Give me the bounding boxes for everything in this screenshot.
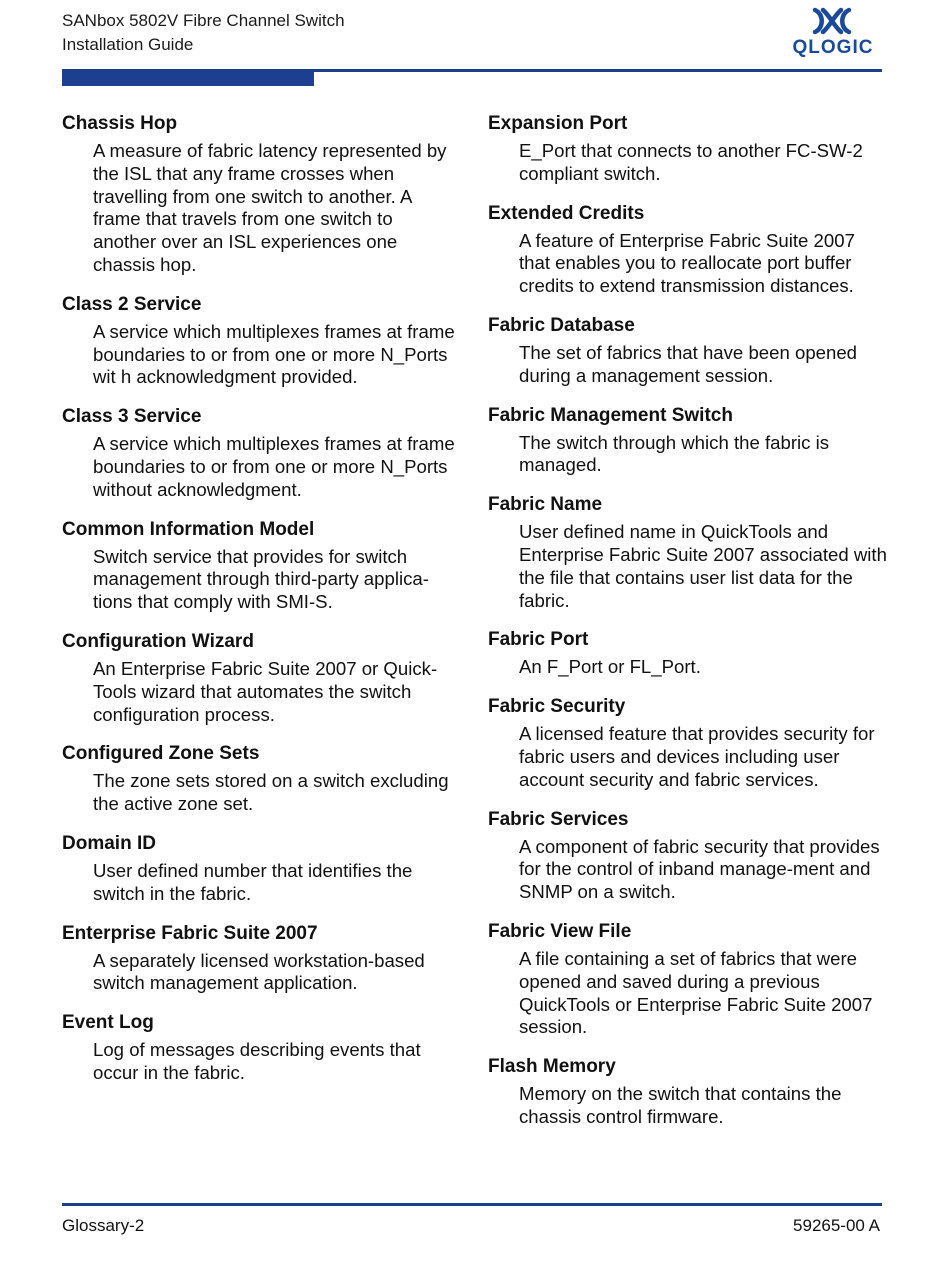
glossary-term: Fabric View File xyxy=(488,920,632,942)
glossary-entry xyxy=(62,742,457,816)
glossary-entry xyxy=(62,922,457,996)
header-title-line1: SANbox 5802V Fibre Channel Switch xyxy=(62,11,345,30)
glossary-definition: A separately licensed workstation-based switch management application. xyxy=(93,949,425,994)
footer-doc-number: 59265-00 A xyxy=(793,1216,880,1235)
glossary-entry xyxy=(488,112,888,186)
glossary-term: Expansion Port xyxy=(488,113,628,134)
glossary-entry xyxy=(488,695,888,791)
glossary-definition: A licensed feature that provides security for fabric users and devices including user account security and fabric services. xyxy=(519,723,875,790)
logo-text: QLOGIC xyxy=(792,37,874,58)
footer-rule xyxy=(62,1203,882,1206)
glossary-entry xyxy=(62,630,457,726)
glossary-definition: E_Port that connects to another FC-SW-2 compliant switch. xyxy=(519,140,863,184)
glossary-entry xyxy=(62,112,457,277)
glossary-term: Fabric Port xyxy=(488,629,589,651)
glossary-entry xyxy=(62,293,457,389)
glossary-definition: The switch through which the fabric is managed. xyxy=(519,431,830,476)
glossary-definition: An F_Port or FL_Port. xyxy=(519,656,701,678)
glossary-entry xyxy=(488,1055,888,1129)
glossary-entry xyxy=(62,1011,457,1085)
glossary-definition: Switch service that provides for switch management through third-party applica-tions that comply with SMI-S. xyxy=(93,545,429,613)
glossary-definition: The set of fabrics that have been opened during a management session. xyxy=(519,341,858,386)
qlogic-logo xyxy=(786,6,880,62)
glossary-definition: A feature of Enterprise Fabric Suite 2007 that enables you to reallocate port buffer credits to extend transmission distances. xyxy=(519,229,855,297)
glossary-term: Fabric Name xyxy=(488,494,603,516)
glossary-entry xyxy=(488,314,888,388)
glossary-term: Chassis Hop xyxy=(62,113,178,134)
glossary-entry xyxy=(488,628,888,679)
document-header xyxy=(62,9,345,57)
glossary-term: Event Log xyxy=(62,1012,154,1034)
glossary-definition: An Enterprise Fabric Suite 2007 or Quick-Tools wizard that automates the switch configuration process. xyxy=(93,657,438,725)
glossary-term: Fabric Database xyxy=(488,314,635,336)
footer-page-label: Glossary-2 xyxy=(62,1216,145,1235)
glossary-entry xyxy=(488,808,888,904)
glossary-term: Domain ID xyxy=(62,832,156,854)
glossary-entry xyxy=(488,404,888,478)
glossary-term: Class 3 Service xyxy=(62,406,202,428)
glossary-column-left xyxy=(62,112,457,1101)
glossary-definition: A component of fabric security that provides for the control of inband manage-ment and SNMP on a switch. xyxy=(519,835,880,903)
glossary-definition: A measure of fabric latency represented by the ISL that any frame crosses when travelling from one switch to another. A frame that travels from one switch to another over an ISL experiences one chassis hop. xyxy=(93,140,447,275)
glossary-definition: A file containing a set of fabrics that were opened and saved during a previous QuickTools or Enterprise Fabric Suite 2007 session. xyxy=(519,947,873,1038)
glossary-definition: A service which multiplexes frames at frame boundaries to or from one or more N_Ports without acknowledgment. xyxy=(93,433,455,500)
glossary-entry xyxy=(488,493,888,612)
logo-mark-icon xyxy=(810,6,854,36)
glossary-entry xyxy=(488,920,888,1039)
glossary-definition: User defined name in QuickTools and Enterprise Fabric Suite 2007 associated with the file that contains user list data for the fabric. xyxy=(519,521,887,611)
header-title-line2: Installation Guide xyxy=(62,35,194,54)
glossary-term: Fabric Services xyxy=(488,808,629,830)
glossary-column-right xyxy=(488,112,888,1145)
glossary-entry xyxy=(62,518,457,614)
glossary-definition: Log of messages describing events that occur in the fabric. xyxy=(93,1039,421,1083)
glossary-entry xyxy=(488,202,888,298)
glossary-definition: The zone sets stored on a switch excluding the active zone set. xyxy=(93,770,449,815)
glossary-term: Configuration Wizard xyxy=(62,630,254,652)
header-rule-block xyxy=(62,69,314,86)
glossary-definition: User defined number that identifies the switch in the fabric. xyxy=(93,859,413,904)
glossary-term: Common Information Model xyxy=(62,518,315,540)
glossary-term: Flash Memory xyxy=(488,1056,616,1078)
glossary-term: Fabric Management Switch xyxy=(488,404,733,426)
glossary-term: Class 2 Service xyxy=(62,293,202,315)
glossary-definition: A service which multiplexes frames at frame boundaries to or from one or more N_Ports wit h acknowledgment provided. xyxy=(93,320,455,388)
glossary-term: Configured Zone Sets xyxy=(62,743,260,765)
glossary-term: Fabric Security xyxy=(488,696,626,718)
glossary-term: Extended Credits xyxy=(488,202,645,224)
glossary-definition: Memory on the switch that contains the chassis control firmware. xyxy=(519,1083,842,1127)
glossary-term: Enterprise Fabric Suite 2007 xyxy=(62,922,318,944)
glossary-entry xyxy=(62,405,457,501)
glossary-entry xyxy=(62,832,457,906)
